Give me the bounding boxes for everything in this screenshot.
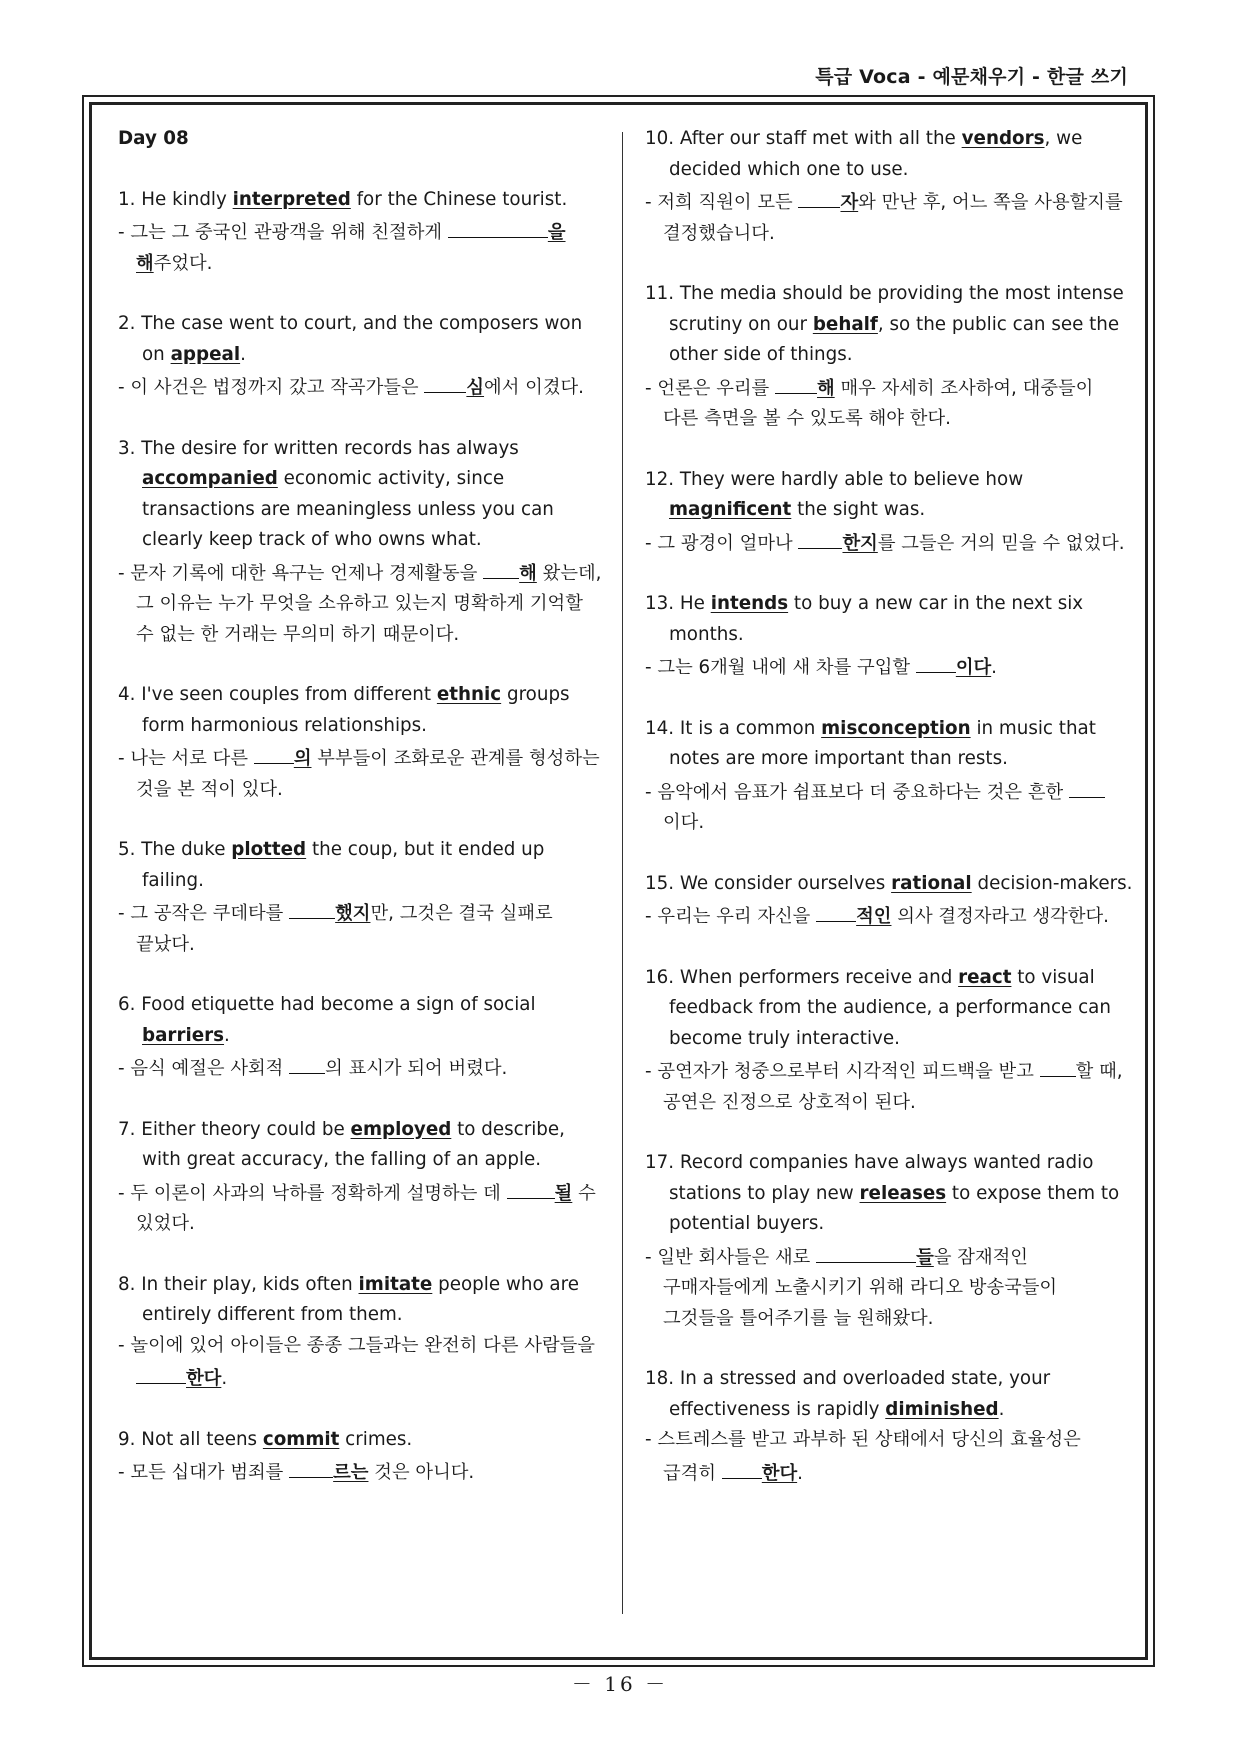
korean-text-after: 할 때, 공연은 진정으로 상호적이 된다. — [663, 1061, 1123, 1113]
blank-suffix: 한다 — [761, 1462, 798, 1484]
vocab-item — [118, 835, 606, 960]
english-text-after: in music that notes are more important than rests. — [669, 717, 1096, 769]
item-number: 1. — [118, 188, 136, 210]
answer-blank — [289, 1051, 325, 1074]
page-number: － 16 － — [571, 1672, 669, 1696]
korean-text-after: . — [797, 1462, 803, 1484]
keyword: misconception — [821, 717, 971, 739]
blank-suffix: 심 — [466, 377, 485, 398]
vocab-item — [645, 124, 1133, 249]
english-text-after: the sight was. — [791, 499, 926, 520]
english-sentence — [118, 309, 606, 370]
vocab-item — [645, 1364, 1133, 1489]
korean-text-after: 매우 자세히 조사하여, 대중들이 다른 측면을 볼 수 있도록 해야 한다. — [663, 377, 1094, 429]
korean-text-after: 를 그들은 거의 믿을 수 없었다. — [877, 532, 1125, 554]
english-text-after: for the Chinese tourist. — [350, 188, 568, 210]
korean-text-after: 주었다. — [153, 252, 213, 274]
korean-text-after: 와 만난 후, 어느 쪽을 사용할지를 결정했습니다. — [663, 192, 1123, 244]
english-text-before: The duke — [141, 839, 232, 860]
answer-blank — [289, 1455, 333, 1478]
item-number: 17. — [645, 1152, 675, 1173]
korean-translation: - 문자 기록에 대한 욕구는 언제나 경제활동을 해 왔는데, 그 이유는 누가 무엇을 소유하고 있는지 명확하게 기억할 수 없는 한 거래는 무의미 하기 때문이다. — [118, 556, 606, 651]
korean-text-before: 그는 그 중국인 관광객을 위해 친절하게 — [130, 222, 448, 243]
korean-text-before: 문자 기록에 대한 욕구는 언제나 경제활동을 — [130, 562, 484, 584]
answer-blank — [722, 1456, 762, 1479]
blank-suffix: 이다 — [955, 657, 992, 678]
keyword: imitate — [358, 1273, 433, 1295]
blank-suffix: 해 — [817, 377, 835, 399]
english-text-before: He kindly — [141, 188, 233, 210]
english-text-before: In a stressed and overloaded state, your effectiveness is rapidly — [669, 1368, 1051, 1420]
item-number: 13. — [645, 593, 675, 614]
english-text-before: The case went to court, and the composers won on — [141, 313, 583, 365]
korean-text-before: 나는 서로 다른 — [130, 748, 254, 769]
answer-blank — [1040, 1054, 1076, 1077]
korean-text-before: 일반 회사들은 새로 — [657, 1246, 817, 1268]
english-sentence — [645, 714, 1133, 775]
english-text-after: the coup, but it ended up failing. — [142, 839, 545, 891]
vocab-item — [645, 714, 1133, 839]
answer-blank — [289, 896, 335, 919]
blank-suffix: 한지 — [842, 532, 878, 554]
english-text-before: Either theory could be — [141, 1118, 351, 1140]
korean-translation: - 이 사건은 법정까지 갔고 작곡가들은 심에서 이겼다. — [118, 370, 606, 404]
korean-translation: - 저희 직원이 모든 자와 만난 후, 어느 쪽을 사용할지를 결정했습니다. — [645, 185, 1133, 249]
korean-translation: - 일반 회사들은 새로 들을 잠재적인 구매자들에게 노출시키기 위해 라디오 방송국들이 그것들을 틀어주기를 늘 원해왔다. — [645, 1240, 1133, 1335]
korean-translation: - 공연자가 청중으로부터 시각적인 피드백을 받고 할 때, 공연은 진정으로 상호적이 된다. — [645, 1054, 1133, 1118]
vocab-item — [645, 963, 1133, 1119]
english-sentence — [118, 185, 606, 216]
blank-suffix: 했지 — [335, 903, 371, 924]
korean-translation: - 나는 서로 다른 의 부부들이 조화로운 관계를 형성하는 것을 본 적이 있다. — [118, 741, 606, 805]
item-number: 8. — [118, 1273, 136, 1295]
korean-text-after: 을 잠재적인 구매자들에게 노출시키기 위해 라디오 방송국들이 그것들을 틀어주기를 늘 원해왔다. — [663, 1246, 1058, 1329]
blank-suffix: 자 — [840, 192, 859, 213]
blank-suffix: 을 해 — [136, 222, 566, 274]
keyword: rational — [891, 872, 972, 894]
english-text-before: He — [679, 593, 711, 614]
korean-text-after: 것은 아니다. — [368, 1462, 475, 1483]
item-number: 16. — [645, 966, 675, 988]
answer-blank — [448, 215, 548, 238]
korean-text-before: 언론은 우리를 — [657, 377, 776, 399]
english-sentence — [118, 1425, 606, 1456]
blank-suffix: 르는 — [333, 1462, 369, 1483]
korean-text-after: 만, 그것은 결국 실패로 끝났다. — [136, 903, 553, 955]
korean-text-after: 이다. — [663, 812, 705, 833]
korean-text-before: 공연자가 청중으로부터 시각적인 피드백을 받고 — [657, 1061, 1040, 1082]
korean-translation: - 놀이에 있어 아이들은 종종 그들과는 완전히 다른 사람들을 한다. — [118, 1334, 595, 1389]
korean-text-before: 우리는 우리 자신을 — [657, 906, 817, 927]
korean-text-before: 저희 직원이 모든 — [657, 192, 799, 213]
english-sentence — [118, 1270, 606, 1331]
english-sentence — [118, 434, 606, 556]
korean-text-before: 음식 예절은 사회적 — [130, 1058, 290, 1079]
keyword: employed — [350, 1118, 452, 1140]
item-number: 18. — [645, 1368, 675, 1389]
answer-blank — [254, 741, 294, 764]
korean-translation: - 모든 십대가 범죄를 르는 것은 아니다. — [118, 1455, 606, 1489]
vocab-item — [645, 869, 1133, 933]
korean-text-before: 모든 십대가 범죄를 — [130, 1462, 290, 1483]
english-sentence — [118, 990, 606, 1051]
korean-text-before: 그 광경이 얼마나 — [657, 532, 799, 554]
korean-text-before: 이 사건은 법정까지 갔고 작곡가들은 — [130, 377, 425, 398]
english-sentence — [645, 1148, 1133, 1240]
english-text-after: to describe, with great accuracy, the falling of an apple. — [142, 1118, 565, 1170]
keyword: diminished — [885, 1398, 999, 1420]
answer-blank — [775, 371, 817, 394]
keyword: behalf — [812, 313, 878, 335]
english-text-after: , so the public can see the other side of things. — [669, 313, 1120, 365]
korean-translation: - 그는 6개월 내에 새 차를 구입할 이다. — [645, 650, 1133, 684]
answer-blank — [136, 1361, 186, 1384]
english-text-before: Food etiquette had become a sign of social — [141, 994, 536, 1015]
keyword: magnificent — [669, 499, 792, 520]
keyword: appeal — [170, 343, 241, 365]
korean-translation: - 그는 그 중국인 관광객을 위해 친절하게 을 해주었다. — [118, 215, 606, 279]
english-sentence — [645, 1364, 1133, 1425]
item-number: 6. — [118, 994, 136, 1015]
korean-text-after: . — [221, 1368, 228, 1389]
english-text-before: After our staff met with all the — [679, 128, 962, 149]
left-column — [118, 124, 606, 1519]
answer-blank — [916, 650, 956, 673]
vocab-item — [118, 1115, 606, 1240]
korean-translation: - 스트레스를 받고 과부하 된 상태에서 당신의 효율성은 급격히 한다. — [645, 1429, 1081, 1484]
blank-suffix: 될 — [554, 1182, 573, 1204]
korean-translation: - 언론은 우리를 해 매우 자세히 조사하여, 대중들이 다른 측면을 볼 수 있도록 해야 한다. — [645, 371, 1133, 435]
english-sentence — [645, 589, 1133, 650]
english-text-before: They were hardly able to believe how — [679, 468, 1024, 490]
korean-text-after: 부부들이 조화로운 관계를 형성하는 것을 본 적이 있다. — [136, 748, 600, 800]
english-text-after: decision-makers. — [971, 872, 1133, 894]
vocab-item — [118, 309, 606, 404]
english-text-after: to expose them to potential buyers. — [669, 1182, 1120, 1234]
vocab-item — [645, 589, 1133, 684]
english-text-after: crimes. — [339, 1428, 413, 1450]
korean-text-before: 놀이에 있어 아이들은 종종 그들과는 완전히 다른 사람들을 — [130, 1334, 595, 1356]
item-number: 10. — [645, 128, 675, 149]
answer-blank — [1069, 775, 1105, 798]
korean-text-before: 두 이론이 사과의 낙하를 정확하게 설명하는 데 — [130, 1182, 507, 1204]
english-text-after: . — [998, 1398, 1005, 1420]
item-number: 3. — [118, 437, 136, 459]
answer-blank — [507, 1176, 555, 1199]
vocab-item — [118, 1270, 606, 1395]
english-sentence — [118, 680, 606, 741]
keyword: intends — [710, 593, 789, 614]
korean-text-before: 음악에서 음표가 쉼표보다 더 중요하다는 것은 흔한 — [657, 781, 1069, 803]
english-text-before: We consider ourselves — [679, 872, 892, 894]
english-sentence — [645, 963, 1133, 1055]
item-number: 9. — [118, 1428, 136, 1450]
korean-translation: - 음악에서 음표가 쉼표보다 더 중요하다는 것은 흔한 이다. — [645, 775, 1133, 839]
column-divider — [622, 132, 623, 1614]
english-text-after: groups form harmonious relationships. — [142, 684, 570, 736]
korean-text-after: 의사 결정자라고 생각한다. — [891, 906, 1109, 927]
keyword: plotted — [231, 839, 307, 860]
english-text-before: When performers receive and — [679, 966, 959, 988]
blank-suffix: 의 — [293, 748, 312, 769]
item-number: 12. — [645, 468, 675, 490]
english-text-before: The media should be providing the most intense scrutiny on our — [669, 283, 1124, 335]
answer-blank — [816, 1240, 916, 1263]
vocab-item — [118, 434, 606, 651]
day-title: Day 08 — [118, 128, 189, 149]
keyword: vendors — [961, 128, 1045, 149]
vocab-item — [118, 990, 606, 1085]
vocab-item — [118, 1425, 606, 1489]
answer-blank — [483, 556, 519, 579]
english-text-before: The desire for written records has always — [141, 437, 519, 459]
korean-text-before: 그는 6개월 내에 새 차를 구입할 — [657, 657, 916, 678]
korean-text-before: 그 공작은 쿠데타를 — [130, 903, 290, 924]
keyword: react — [958, 966, 1012, 988]
korean-text-after: 수 있었다. — [136, 1182, 596, 1234]
keyword: barriers — [142, 1024, 225, 1046]
korean-text-after: 왔는데, 그 이유는 누가 무엇을 소유하고 있는지 명확하게 기억할 수 없는 한 거래는 무의미 하기 때문이다. — [136, 562, 602, 645]
item-number: 4. — [118, 684, 136, 705]
korean-translation: - 우리는 우리 자신을 적인 의사 결정자라고 생각한다. — [645, 899, 1133, 933]
english-text-before: In their play, kids often — [141, 1273, 359, 1295]
keyword: commit — [262, 1428, 340, 1450]
item-number: 15. — [645, 872, 675, 894]
answer-blank — [816, 899, 856, 922]
blank-suffix: 들 — [916, 1246, 934, 1268]
item-number: 14. — [645, 717, 675, 739]
korean-translation: - 그 공작은 쿠데타를 했지만, 그것은 결국 실패로 끝났다. — [118, 896, 606, 960]
vocab-item — [645, 1148, 1133, 1334]
vocab-item — [118, 680, 606, 805]
korean-text-after: 에서 이겼다. — [484, 377, 584, 398]
keyword: releases — [859, 1182, 947, 1204]
english-text-before: Not all teens — [141, 1428, 263, 1450]
english-text-after: to buy a new car in the next six months. — [669, 593, 1084, 645]
english-sentence — [645, 279, 1133, 371]
english-text-before: I've seen couples from different — [141, 684, 437, 705]
item-number: 7. — [118, 1118, 136, 1140]
korean-translation: - 음식 예절은 사회적 의 표시가 되어 버렸다. — [118, 1051, 606, 1085]
vocab-item — [645, 279, 1133, 435]
korean-text-after: . — [991, 657, 997, 678]
vocab-item — [645, 465, 1133, 560]
item-number: 11. — [645, 283, 675, 304]
item-number: 2. — [118, 313, 136, 334]
blank-suffix: 한다 — [186, 1368, 222, 1389]
english-sentence — [645, 465, 1133, 526]
korean-translation: - 두 이론이 사과의 낙하를 정확하게 설명하는 데 될 수 있었다. — [118, 1176, 606, 1240]
keyword: accompanied — [142, 468, 278, 489]
english-sentence — [645, 869, 1133, 900]
item-number: 5. — [118, 839, 136, 860]
english-text-after: . — [224, 1024, 230, 1046]
korean-text-after: 의 표시가 되어 버렸다. — [325, 1058, 508, 1079]
vocab-item — [118, 185, 606, 280]
blank-suffix: 적인 — [856, 906, 892, 927]
keyword: interpreted — [232, 188, 351, 210]
korean-translation: - 그 광경이 얼마나 한지를 그들은 거의 믿을 수 없었다. — [645, 526, 1133, 560]
english-text-after: people who are entirely different from them. — [142, 1273, 579, 1325]
answer-blank — [424, 370, 466, 393]
english-text-after: , we decided which one to use. — [669, 128, 1083, 180]
english-sentence — [645, 124, 1133, 185]
blank-suffix: 해 — [519, 562, 537, 584]
english-text-before: It is a common — [679, 717, 822, 739]
right-column — [645, 124, 1133, 1519]
english-text-after: to visual feedback from the audience, a performance can become truly interactive. — [669, 966, 1111, 1049]
english-sentence — [118, 835, 606, 896]
english-text-after: . — [240, 343, 246, 365]
keyword: ethnic — [436, 684, 502, 705]
english-sentence — [118, 1115, 606, 1176]
english-text-after: economic activity, since transactions are meaningless unless you can clearly keep track of who owns what. — [142, 468, 554, 550]
english-text-before: Record companies have always wanted radio stations to play new — [669, 1152, 1094, 1204]
korean-text-before: 스트레스를 받고 과부하 된 상태에서 당신의 효율성은 급격히 — [657, 1429, 1081, 1484]
answer-blank — [798, 185, 840, 208]
document-header: 특급 Voca - 예문채우기 - 한글 쓰기 — [815, 66, 1128, 88]
answer-blank — [798, 526, 842, 549]
